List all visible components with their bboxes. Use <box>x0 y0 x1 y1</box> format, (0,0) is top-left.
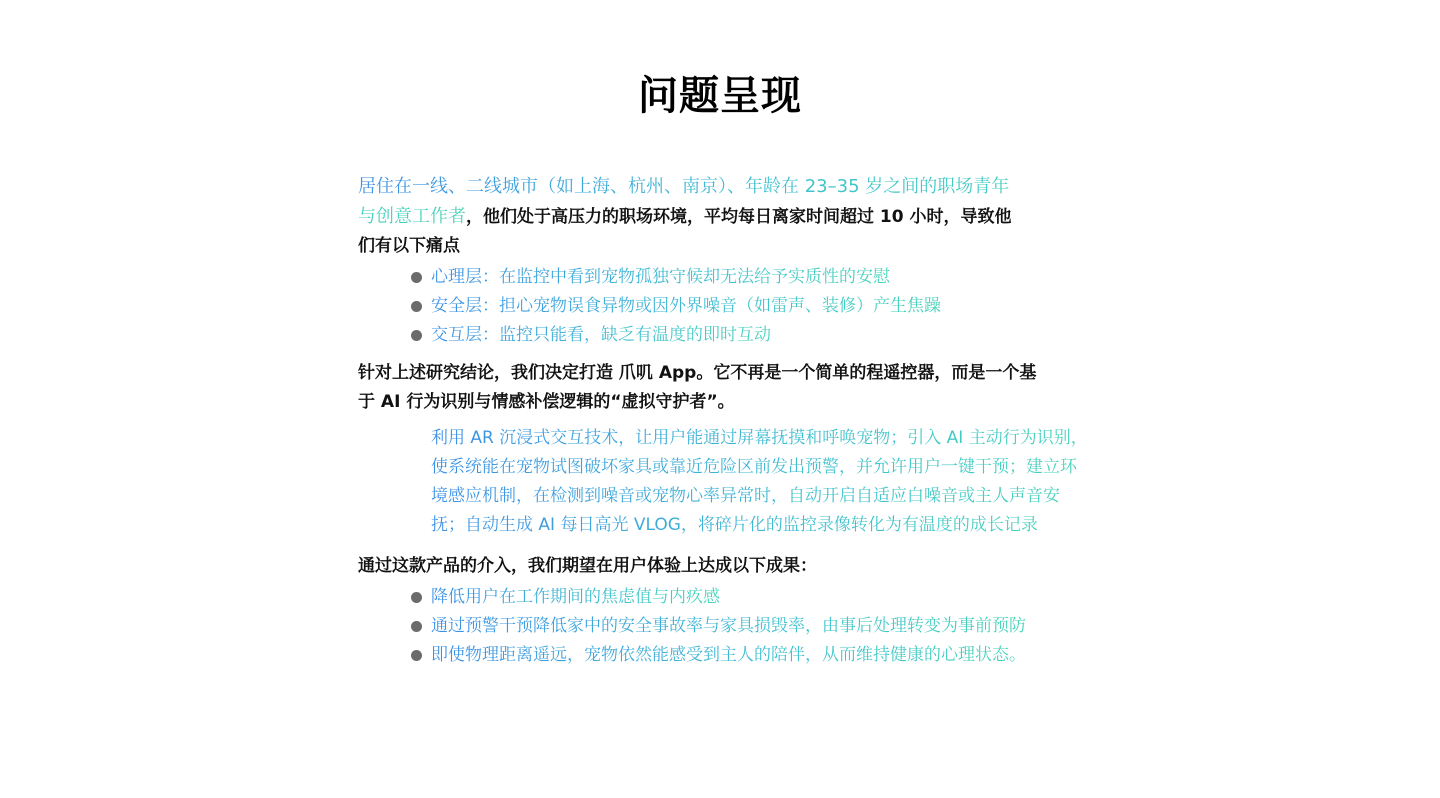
pain-point-text: 心理层：在监控中看到宠物孤独守候却无法给予实质性的安慰 <box>431 267 890 287</box>
outcome-intro: 通过这款产品的介入，我们期望在用户体验上达成以下成果： <box>358 556 817 576</box>
outcomes-list <box>411 583 1026 670</box>
decision-paragraph: 针对上述研究结论，我们决定打造 爪叽 App。它不再是一个简单的程遥控器，而是一个基于 AI 行为识别与情感补偿逻辑的“虚拟守护者”。 <box>358 363 1037 412</box>
intro-highlight: 居住在一线、二线城市（如上海、杭州、南京）、年龄在 23–35 岁之间的职场青年与创意工作者 <box>358 176 1010 227</box>
intro-paragraph <box>358 172 1018 261</box>
bullet-icon <box>411 272 422 283</box>
bullet-icon <box>411 330 422 341</box>
pain-point-text: 安全层：担心宠物误食异物或因外界噪音（如雷声、装修）产生焦躁 <box>431 296 941 316</box>
intro-rest: ，他们处于高压力的职场环境，平均每日离家时间超过 10 小时，导致他们有以下痛点 <box>358 207 1012 256</box>
bullet-icon <box>411 650 422 661</box>
pain-points-list <box>411 263 941 350</box>
outcome-text: 降低用户在工作期间的焦虑值与内疚感 <box>431 587 720 607</box>
list-item <box>411 292 941 321</box>
bullet-icon <box>411 621 422 632</box>
bullet-icon <box>411 592 422 603</box>
list-item <box>411 583 1026 612</box>
detail-paragraph: 利用 AR 沉浸式交互技术，让用户能通过屏幕抚摸和呼唤宠物；引入 AI 主动行为识别，使系统能在宠物试图破坏家具或靠近危险区前发出预警，并允许用户一键干预；建立环境感应机制，在检测到噪音或宠物心率异常时，自动开启自适应白噪音或主人声音安抚；自动生成 AI 每日高光 VLOG，将碎片化的监控录像转化为有温度的成长记录 <box>431 424 1091 540</box>
list-item <box>411 612 1026 641</box>
list-item <box>411 321 941 350</box>
page-title: 问题呈现 <box>638 73 802 119</box>
list-item <box>411 263 941 292</box>
bullet-icon <box>411 301 422 312</box>
pain-point-text: 交互层：监控只能看，缺乏有温度的即时互动 <box>431 325 771 345</box>
list-item <box>411 641 1026 670</box>
outcome-text: 即使物理距离遥远，宠物依然能感受到主人的陪伴，从而维持健康的心理状态。 <box>431 645 1026 665</box>
outcome-text: 通过预警干预降低家中的安全事故率与家具损毁率，由事后处理转变为事前预防 <box>431 616 1026 636</box>
